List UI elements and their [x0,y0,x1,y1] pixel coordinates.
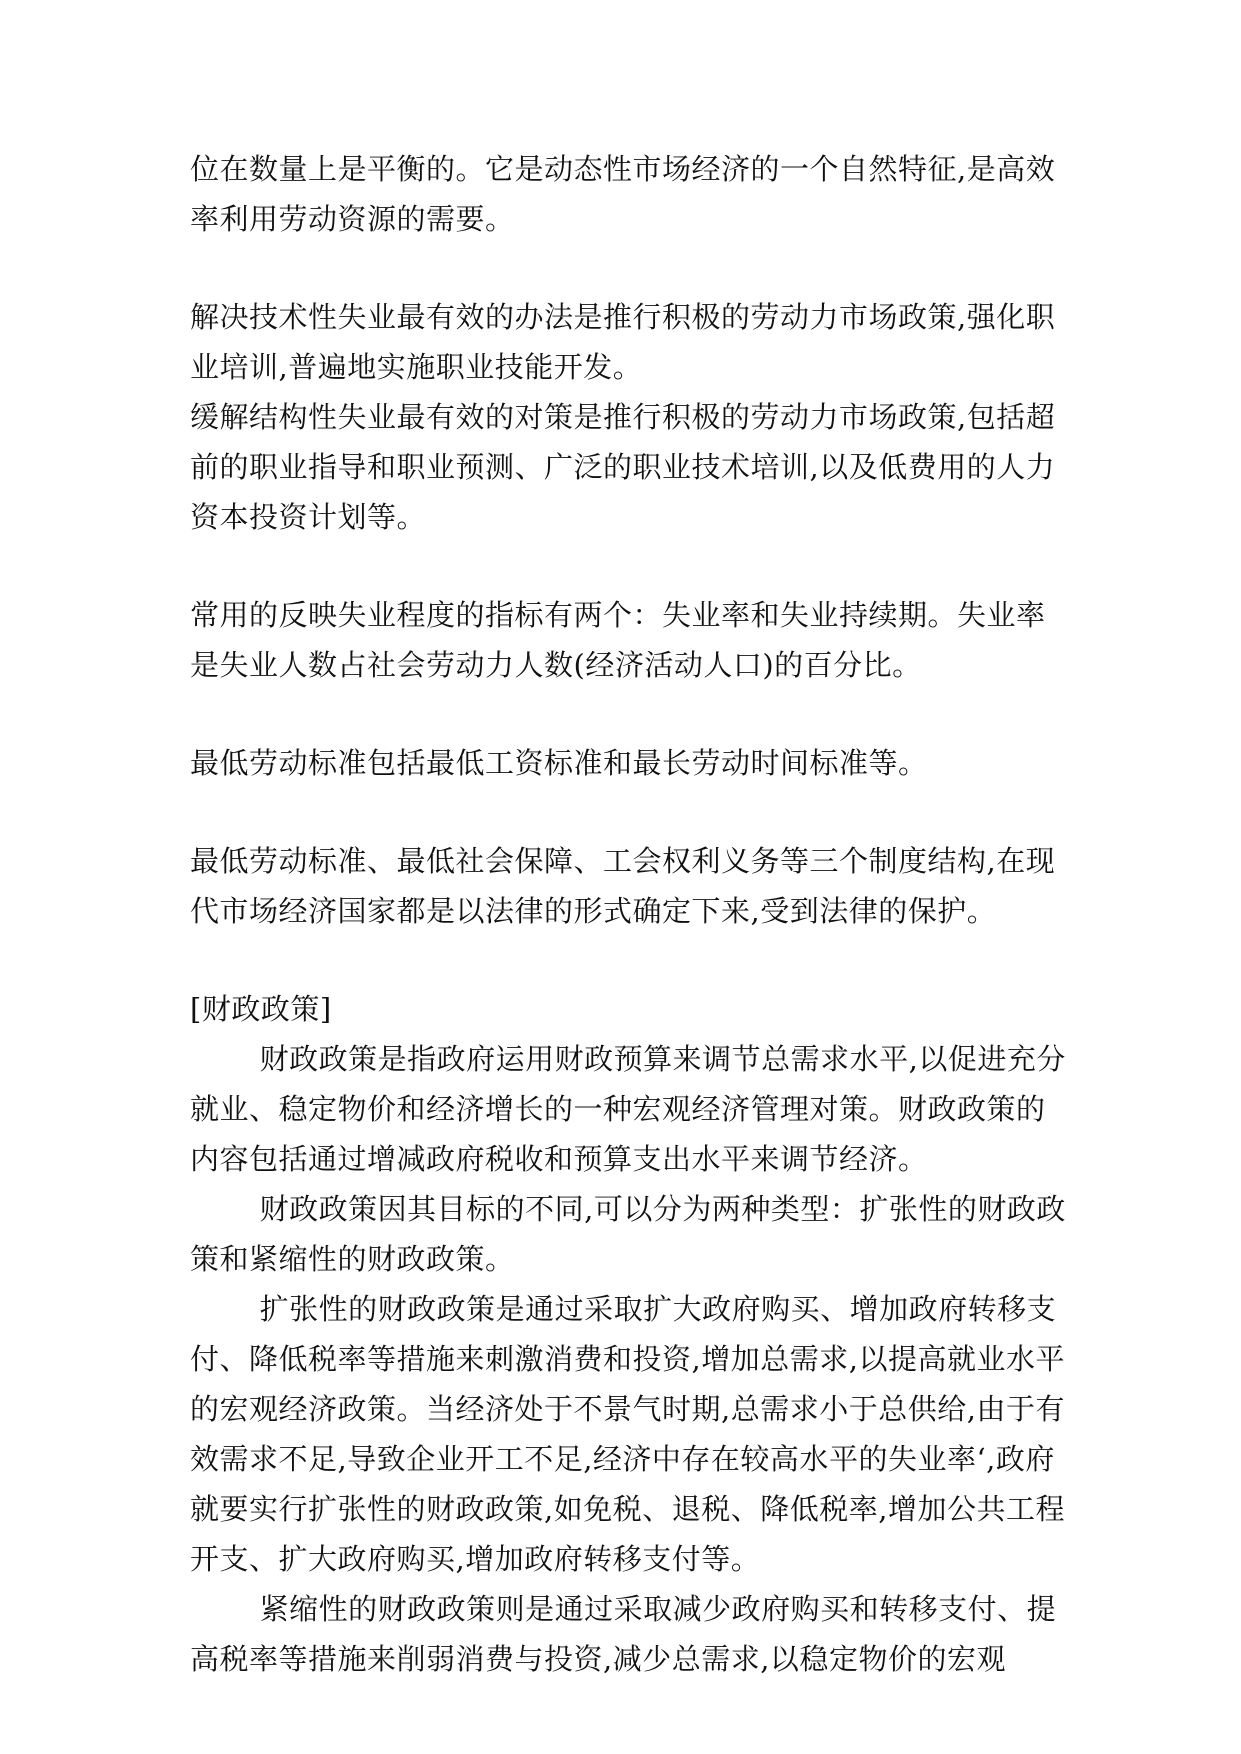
paragraph-unemployment-indicators: 常用的反映失业程度的指标有两个：失业率和失业持续期。失业率是失业人数占社会劳动力人数(经济活动人口)的百分比。 [190,598,1046,682]
paragraph-fiscal-policy-types: 财政政策因其目标的不同,可以分为两种类型：扩张性的财政政策和紧缩性的财政政策。 [190,1192,1066,1276]
paragraph-fiscal-policy-definition: 财政政策是指政府运用财政预算来调节总需求水平,以促进充分就业、稳定物价和经济增长的一种宏观经济管理对策。财政政策的内容包括通过增减政府税收和预算支出水平来调节经济。 [190,1042,1066,1176]
paragraph-institutional-structure: 最低劳动标准、最低社会保障、工会权利义务等三个制度结构,在现代市场经济国家都是以法律的形式确定下来,受到法律的保护。 [190,844,1056,928]
paragraph-structural-unemployment: 缓解结构性失业最有效的对策是推行积极的劳动力市场政策,包括超前的职业指导和职业预测、广泛的职业技术培训,以及低费用的人力资本投资计划等。 [190,400,1056,534]
paragraph-expansionary-policy: 扩张性的财政政策是通过采取扩大政府购买、增加政府转移支付、降低税率等措施来刺激消费和投资,增加总需求,以提高就业水平的宏观经济政策。当经济处于不景气时期,总需求小于总供给,由于有效需求不足,导致企业开工不足,经济中存在较高水平的失业率‘,政府就要实行扩张性的财政政策,如免税、退税、降低税率,增加公共工程开支、扩大政府购买,增加政府转移支付等。 [190,1292,1065,1576]
paragraph-contractionary-policy: 紧缩性的财政政策则是通过采取减少政府购买和转移支付、提高税率等措施来削弱消费与投资,减少总需求,以稳定物价的宏观 [190,1592,1057,1676]
section-heading-fiscal-policy: [财政政策] [190,992,332,1026]
paragraph-technical-unemployment: 解决技术性失业最有效的办法是推行积极的劳动力市场政策,强化职业培训,普遍地实施职业技能开发。 [190,300,1056,384]
document-body [190,144,1066,1684]
paragraph-labor-balance: 位在数量上是平衡的。它是动态性市场经济的一个自然特征,是高效率利用劳动资源的需要。 [190,152,1056,236]
paragraph-minimum-labor-standards: 最低劳动标准包括最低工资标准和最长劳动时间标准等。 [190,746,928,780]
